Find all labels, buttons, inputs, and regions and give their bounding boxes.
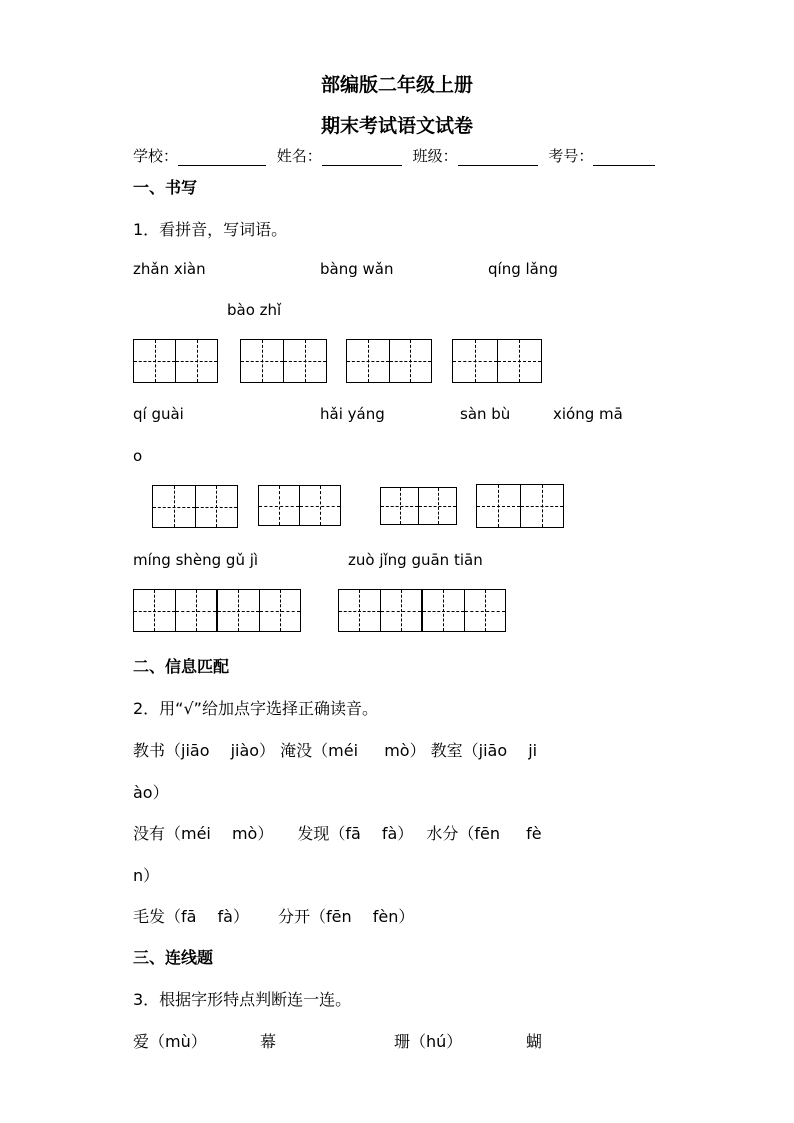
number-label: 考号： bbox=[548, 147, 594, 165]
pinyin-ming-sheng-gu-ji: míng shèng gǔ jì bbox=[133, 551, 259, 569]
writing-grid[interactable] bbox=[133, 589, 301, 632]
section-heading-connect: 三、连线题 bbox=[133, 948, 214, 967]
name-label: 姓名： bbox=[276, 147, 322, 165]
class-label: 班级： bbox=[412, 147, 458, 165]
pinyin-xiong-ma-wrap: o bbox=[133, 447, 143, 465]
writing-grid[interactable] bbox=[380, 487, 457, 525]
pinyin-bang-wan: bàng wǎn bbox=[320, 260, 394, 278]
pinyin-san-bu: sàn bù bbox=[460, 405, 511, 423]
name-blank[interactable] bbox=[322, 150, 402, 166]
writing-grid[interactable] bbox=[258, 485, 341, 526]
question-2-line: 没有（méi mò） 发现（fā fà） 水分（fēn fè bbox=[133, 824, 542, 843]
section-heading-writing: 一、书写 bbox=[133, 178, 198, 197]
class-blank[interactable] bbox=[458, 150, 538, 166]
pinyin-qi-guai: qí guài bbox=[133, 405, 184, 423]
writing-grid[interactable] bbox=[476, 484, 564, 528]
exam-title-line2: 期末考试语文试卷 bbox=[320, 115, 473, 137]
writing-grid[interactable] bbox=[452, 339, 542, 383]
exam-title-line1: 部编版二年级上册 bbox=[320, 74, 473, 96]
school-label: 学校： bbox=[133, 147, 179, 165]
number-blank[interactable] bbox=[593, 150, 655, 166]
writing-grid[interactable] bbox=[338, 589, 506, 632]
school-blank[interactable] bbox=[178, 150, 266, 166]
question-3-prompt: 3．根据字形特点判断连一连。 bbox=[133, 990, 352, 1009]
pinyin-zhan-xian: zhǎn xiàn bbox=[133, 260, 206, 278]
connect-item[interactable]: 蝴 bbox=[526, 1032, 543, 1051]
connect-item[interactable]: 幕 bbox=[260, 1032, 277, 1051]
question-2-line: 毛发（fā fà） 分开（fēn fèn） bbox=[133, 907, 415, 926]
question-2-line: ào） bbox=[133, 783, 169, 802]
question-2-line: n） bbox=[133, 866, 160, 885]
pinyin-hai-yang: hǎi yáng bbox=[320, 405, 385, 423]
connect-item[interactable]: 珊（hú） bbox=[394, 1032, 463, 1051]
pinyin-zuo-jing-guan-tian: zuò jǐng guān tiān bbox=[348, 551, 483, 569]
writing-grid[interactable] bbox=[152, 485, 238, 528]
student-info-line bbox=[133, 145, 655, 166]
writing-grid[interactable] bbox=[240, 339, 327, 383]
writing-grid[interactable] bbox=[346, 339, 432, 383]
question-2-prompt: 2．用“√”给加点字选择正确读音。 bbox=[133, 699, 378, 718]
section-heading-matching: 二、信息匹配 bbox=[133, 657, 230, 676]
pinyin-qing-lang: qíng lǎng bbox=[488, 260, 558, 278]
writing-grid[interactable] bbox=[133, 339, 218, 383]
pinyin-bao-zhi: bào zhǐ bbox=[227, 301, 282, 319]
question-2-line: 教书（jiāo jiào） 淹没（méi mò） 教室（jiāo ji bbox=[133, 741, 538, 760]
question-1-prompt: 1．看拼音，写词语。 bbox=[133, 220, 288, 239]
connect-item[interactable]: 爱（mù） bbox=[133, 1032, 207, 1051]
pinyin-xiong-ma: xióng mā bbox=[553, 405, 623, 423]
